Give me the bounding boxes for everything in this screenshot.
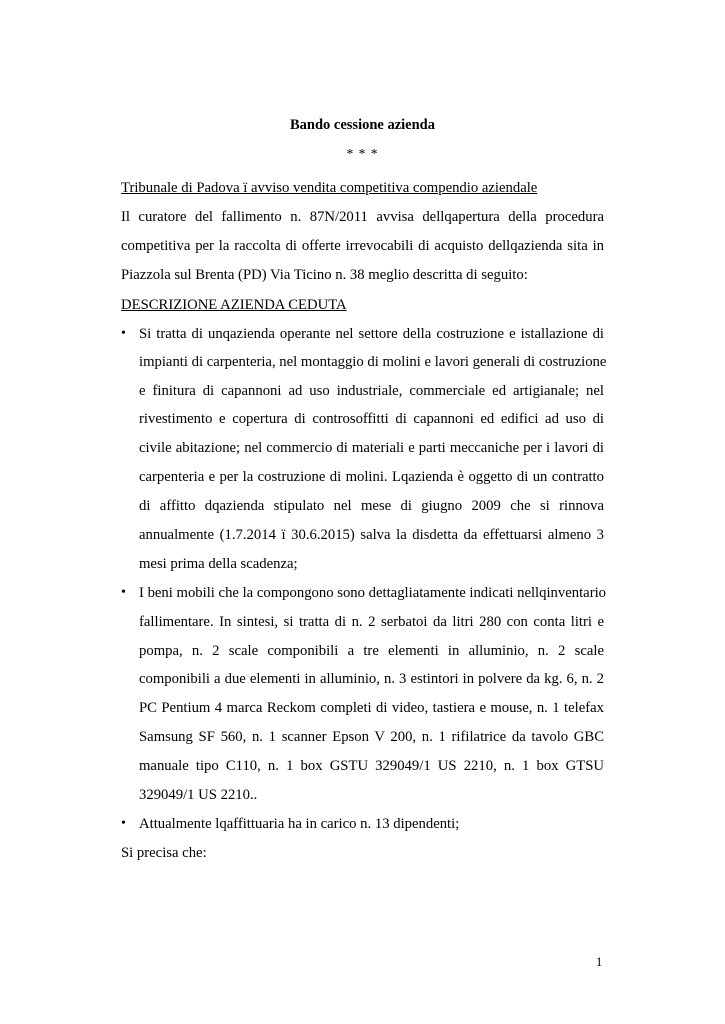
intro-line: competitiva per la raccolta di offerte irrevocabili di acquisto dellqazienda sita in (121, 238, 604, 254)
bullet-text-line: PC Pentium 4 marca Reckom completi di video, tastiera e mouse, n. 1 telefax (139, 700, 604, 716)
section-heading: DESCRIZIONE AZIENDA CEDUTA (121, 297, 347, 313)
separator: * * * (346, 146, 379, 161)
bullet-text-line: 329049/1 US 2210.. (139, 787, 258, 803)
bullet-text-line: civile abitazione; nel commercio di materiali e parti meccaniche per i lavori di (139, 440, 604, 456)
bullet-marker: • (121, 585, 126, 600)
document-title: Bando cessione azienda (289, 117, 435, 133)
intro-line: Piazzola sul Brenta (PD) Via Ticino n. 38 meglio descritta di seguito: (121, 267, 528, 283)
bullet-text-line: fallimentare. In sintesi, si tratta di n. 2 serbatoi da litri 280 con conta litri e (139, 614, 604, 630)
intro-line: Il curatore del fallimento n. 87N/2011 avvisa dellqapertura della procedura (121, 209, 604, 225)
bullet-text-line: rivestimento e copertura di controsoffitti di capannoni ed edifici ad uso di (139, 411, 604, 427)
bullet-marker: • (121, 816, 126, 831)
bullet-text-line: Attualmente lqaffittuaria ha in carico n. 13 dipendenti; (139, 816, 460, 832)
bullet-text-line: di affitto dqazienda stipulato nel mese di giugno 2009 che si rinnova (139, 498, 604, 514)
bullet-text-line: Si tratta di unqazienda operante nel settore della costruzione e istallazione di (139, 326, 604, 342)
page-number: 1 (596, 955, 603, 969)
bullet-text-line: impianti di carpenteria, nel montaggio di molini e lavori generali di costruzione (139, 354, 607, 370)
bullet-text-line: annualmente (1.7.2014 ï 30.6.2015) salva la disdetta da effettuarsi almeno 3 (139, 527, 604, 543)
bullet-text-line: I beni mobili che la compongono sono dettagliatamente indicati nellqinventario (139, 585, 607, 601)
notice-heading: Tribunale di Padova ï avviso vendita competitiva compendio aziendale (121, 180, 538, 196)
bullet-text-line: componibili a due elementi in alluminio, n. 3 estintori in polvere da kg. 6, n. 2 (139, 671, 604, 687)
bullet-text-line: carpenteria e per la costruzione di molini. Lqazienda è oggetto di un contratto (139, 469, 604, 485)
closing-line: Si precisa che: (121, 845, 207, 861)
bullet-text-line: Samsung SF 560, n. 1 scanner Epson V 200, n. 1 rifilatrice da tavolo GBC (139, 729, 604, 745)
bullet-marker: • (121, 326, 126, 341)
bullet-text-line: pompa, n. 2 scale componibili a tre elementi in alluminio, n. 2 scale (139, 643, 604, 659)
bullet-text-line: manuale tipo C110, n. 1 box GSTU 329049/1 US 2210, n. 1 box GTSU (139, 758, 604, 774)
bullet-text-line: e finitura di capannoni ad uso industriale, commerciale ed artigianale; nel (139, 383, 604, 399)
bullet-text-line: mesi prima della scadenza; (139, 556, 298, 572)
